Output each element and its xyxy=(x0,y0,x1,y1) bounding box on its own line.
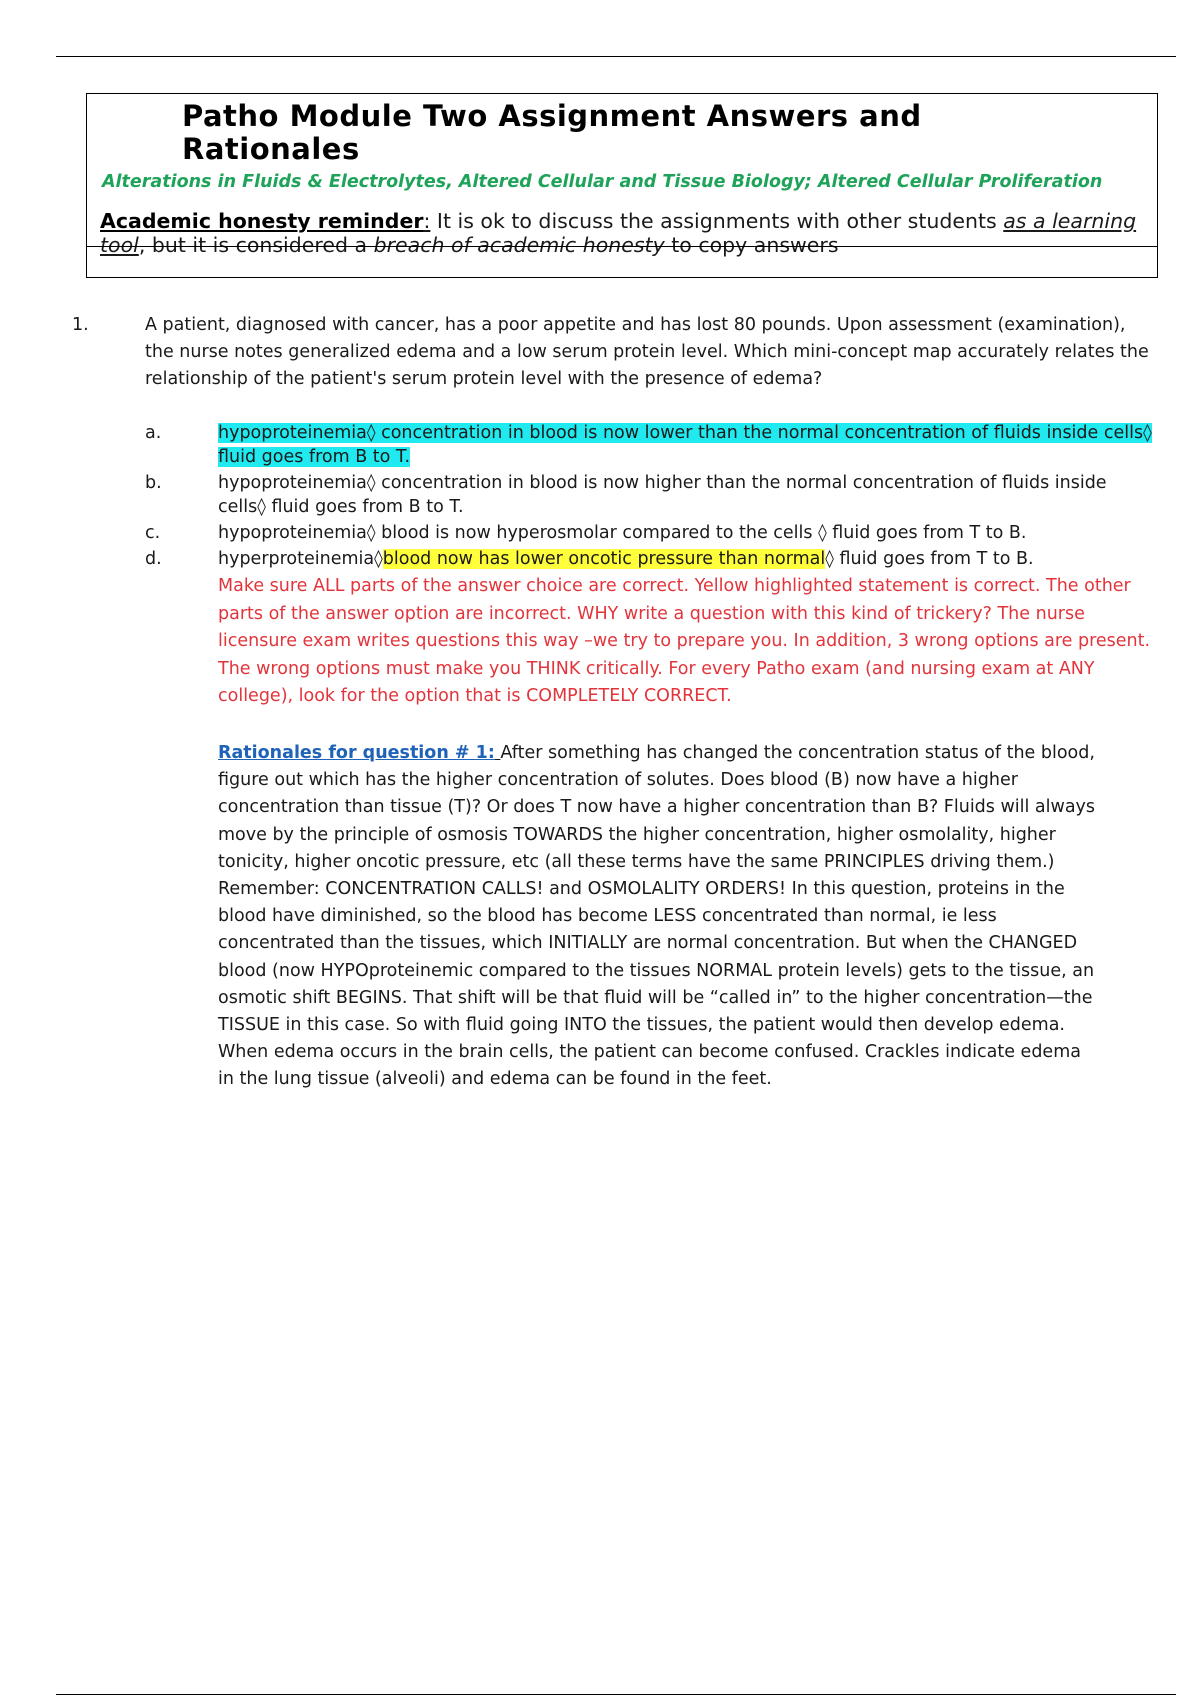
option-d-highlighted-text: blood now has lower oncotic pressure than normal xyxy=(382,549,826,569)
question-number: 1. xyxy=(72,315,89,335)
answer-options xyxy=(145,421,1155,711)
rationale-text: After something has changed the concentration status of the blood, figure out which has the higher concentration of solutes. Does blood (B) now have a higher concentration than tissue (T)? Or does T now have a higher concentration than B? Fluids will always move by the principle of osmosis TOWARDS the higher concentration, higher osmolality, higher tonicity, higher oncotic pressure, etc (all these terms have the same PRINCIPLES driving them.) Remember: CONCENTRATION CALLS! and OSMOLALITY ORDERS! In this question, proteins in the blood have diminished, so the blood has become LESS concentrated than normal, ie less concentrated than the tissues, which INITIALLY are normal concentration. But when the CHANGED blood (now HYPOproteinemic compared to the tissues NORMAL protein levels) gets to the tissue, an osmotic shift BEGINS. That shift will be that fluid will be “called in” to the higher concentration—the TISSUE in this case. So with fluid going INTO the tissues, the patient would then develop edema. When edema occurs in the brain cells, the patient can become confused. Crackles indicate edema in the lung tissue (alveoli) and edema can be found in the feet. xyxy=(218,743,1096,1090)
option-letter: b. xyxy=(145,473,162,493)
option-b-text: hypoproteinemia◊ concentration in blood is now higher than the normal concentration of fluids inside cells◊ fluid goes from B to T. xyxy=(218,473,1107,517)
title-line-2: Rationales xyxy=(182,132,360,166)
question-text: A patient, diagnosed with cancer, has a poor appetite and has lost 80 pounds. Upon assessment (examination), the nurse notes generalized edema and a low serum protein level. Which mini-concept map accurately relates the relationship of the patient's serum protein level with the presence of edema? xyxy=(145,315,1149,389)
option-d-pre: hyperproteinemia◊ xyxy=(218,549,383,569)
header-box xyxy=(86,93,1158,278)
option-d xyxy=(145,547,1155,571)
title-line-1: Patho Module Two Assignment Answers and xyxy=(182,99,922,133)
page-title xyxy=(182,100,1157,166)
option-a xyxy=(145,421,1155,469)
option-letter: a. xyxy=(145,423,162,443)
top-rule xyxy=(56,56,1176,57)
academic-honesty-reminder xyxy=(100,209,1149,257)
instructor-note: Make sure ALL parts of the answer choice are correct. Yellow highlighted statement is correct. The other parts of the answer option are incorrect. WHY write a question with this kind of trickery? The nurse licensure exam writes questions this way –we try to prepare you. In addition, 3 wrong options are present. The wrong options must make you THINK critically. For every Patho exam (and nursing exam at ANY college), look for the option that is COMPLETELY CORRECT. xyxy=(218,576,1151,706)
question-1 xyxy=(72,312,1152,393)
honesty-colon: : xyxy=(423,209,431,233)
option-b xyxy=(145,471,1155,519)
option-letter: c. xyxy=(145,523,161,543)
honesty-text-3: to copy answers xyxy=(664,233,839,257)
honesty-underlined-1: as a learning xyxy=(1003,209,1137,233)
option-a-highlighted-text: hypoproteinemia◊ concentration in blood is now lower than the normal concentration of fluids inside cells◊ fluid goes from B to T. xyxy=(218,423,1152,467)
option-letter: d. xyxy=(145,549,162,569)
honesty-text-2: , but it is considered a xyxy=(138,233,374,257)
honesty-underlined-2: tool xyxy=(100,233,139,257)
bottom-rule xyxy=(56,1694,1176,1695)
header-divider xyxy=(87,246,1157,247)
rationale-section xyxy=(218,740,1098,1094)
honesty-text-1: It is ok to discuss the assignments with other students xyxy=(430,209,1004,233)
option-c xyxy=(145,521,1155,545)
honesty-italic: breach of academic honesty xyxy=(373,233,665,257)
page-subtitle: Alterations in Fluids & Electrolytes, Altered Cellular and Tissue Biology; Altered Cellular Proliferation xyxy=(102,172,1103,192)
rationale-label: Rationales for question # 1: xyxy=(218,743,495,763)
honesty-label: Academic honesty reminder xyxy=(100,209,424,233)
option-c-text: hypoproteinemia◊ blood is now hyperosmolar compared to the cells ◊ fluid goes from T to B. xyxy=(218,523,1027,543)
option-d-post: ◊ fluid goes from T to B. xyxy=(825,549,1034,569)
